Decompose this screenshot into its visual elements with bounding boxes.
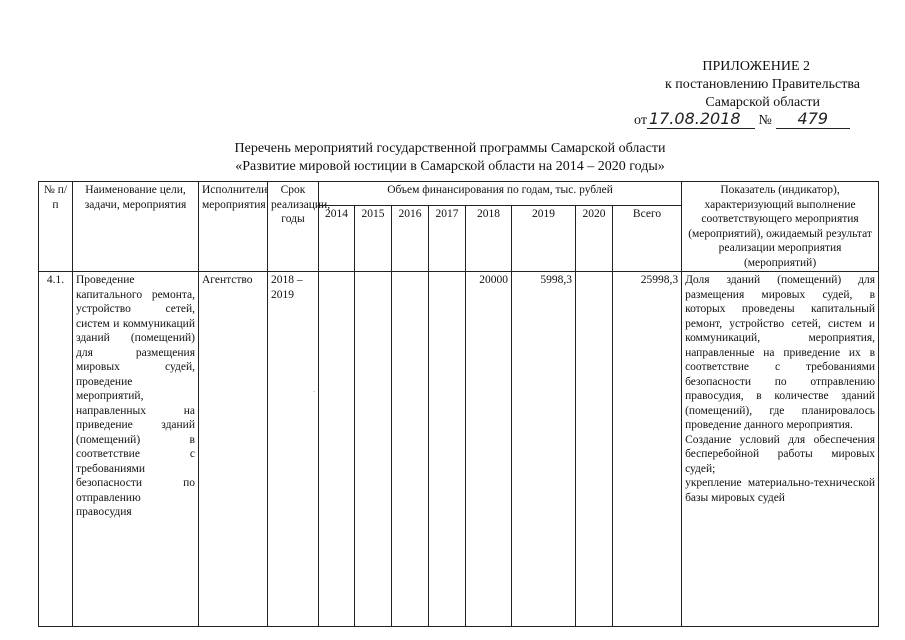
header-year-2020: 2020 (576, 206, 613, 272)
header-total: Всего (613, 206, 682, 272)
indicator-text-1: Доля зданий (помещений) для размещения мировых судей, в которых проведены капитальный ремонт, устройство сетей, систем и коммуникаций, мероприятия, направленные на приведение их в соответствие с требованиями безопасности по отправлению правосудия, в количестве зданий (помещений), где планировалось проведение данного мероприятия. (685, 274, 876, 431)
date-prefix: от (634, 113, 647, 128)
appendix-region: Самарской области (705, 95, 820, 110)
header-name: Наименование цели, задачи, мероприятия (73, 182, 199, 272)
header-term: Срок реализации, годы (268, 182, 319, 272)
title-line-2: «Развитие мировой юстиции в Самарской области на 2014 – 2020 годы» (235, 159, 665, 174)
row-total: 25998,3 (613, 272, 682, 627)
program-measures-table (38, 181, 879, 627)
row-executor: Агентство (199, 272, 268, 627)
row-2016 (392, 272, 429, 627)
header-year-2017: 2017 (429, 206, 466, 272)
row-num: 4.1. (39, 272, 73, 627)
appendix-title: ПРИЛОЖЕНИЕ 2 (702, 59, 810, 74)
number-sign: № (758, 113, 772, 128)
table-row (39, 272, 879, 627)
header-row (39, 182, 879, 206)
row-indicator (682, 272, 879, 627)
header-num: № п/п (39, 182, 73, 272)
header-year-2019: 2019 (512, 206, 576, 272)
decree-date-line (634, 110, 850, 132)
row-2014 (319, 272, 355, 627)
appendix-header (560, 58, 860, 112)
title-line-1: Перечень мероприятий государственной программы Самарской области (234, 141, 666, 156)
indicator-text-3: укрепление материально-технической базы мировых судей (685, 477, 876, 504)
header-year-2018: 2018 (466, 206, 512, 272)
row-2020 (576, 272, 613, 627)
row-2018: 20000 (466, 272, 512, 627)
handwritten-date: 17.08.2018 (647, 110, 755, 129)
row-name: Проведение капитального ремонта, устройство сетей, систем и коммуникаций зданий (помещений) для размещения мировых судей, проведение мероприятий, направленных на приведение зданий (помещений) в соответствие с требованиями безопасности по отправлению правосудия (73, 272, 199, 627)
header-year-2014: 2014 (319, 206, 355, 272)
header-year-2015: 2015 (355, 206, 392, 272)
indicator-text-2: Создание условий для обеспечения бесперебойной работы мировых судей; (685, 433, 876, 475)
header-indicator: Показатель (индикатор), характеризующий выполнение соответствующего мероприятия (мероприятий), ожидаемый результат реализации мероприятия (мероприятий) (682, 182, 879, 272)
header-year-2016: 2016 (392, 206, 429, 272)
handwritten-number: 479 (776, 110, 850, 129)
document-title (160, 140, 740, 176)
row-2015 (355, 272, 392, 627)
row-2017 (429, 272, 466, 627)
scan-artifact-mark: . (313, 385, 315, 394)
header-executor: Исполнители мероприятия (199, 182, 268, 272)
appendix-decree: к постановлению Правительства (664, 77, 860, 92)
header-funding: Объем финансирования по годам, тыс. рублей (319, 182, 682, 206)
row-term: 2018 – 2019 (268, 272, 319, 627)
row-2019: 5998,3 (512, 272, 576, 627)
